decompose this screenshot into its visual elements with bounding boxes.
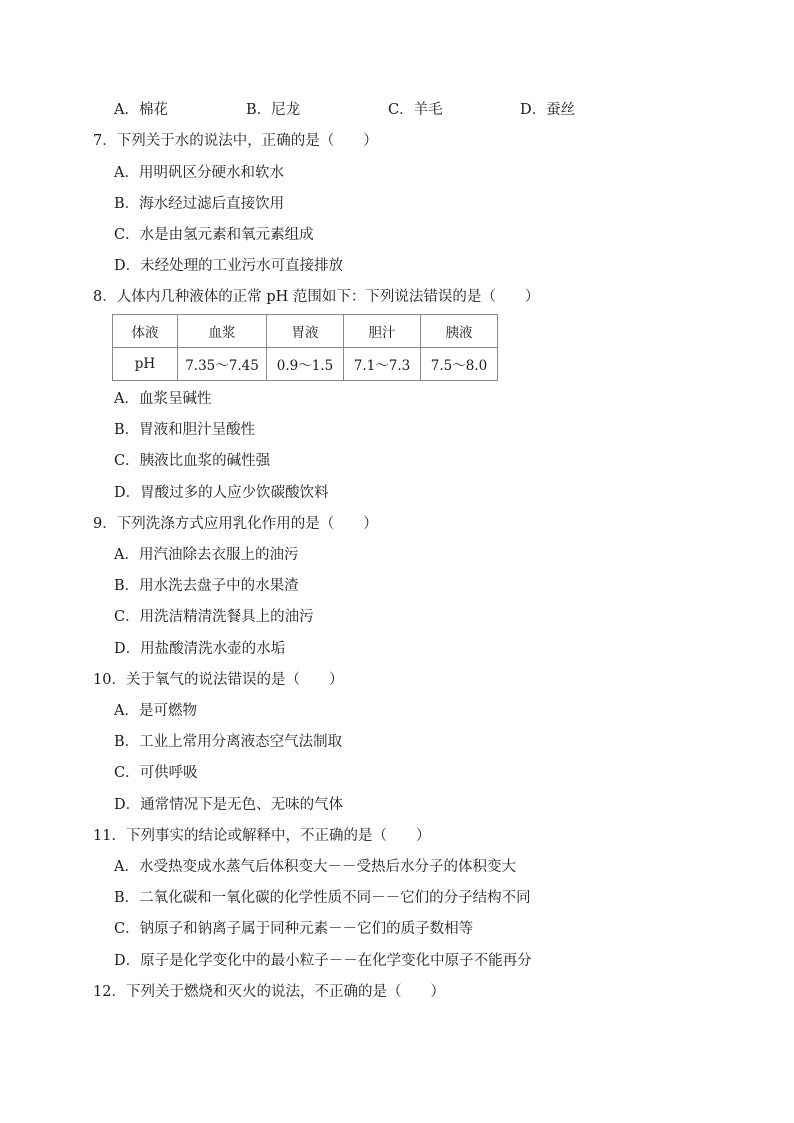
- q7-option-a: A．用明矾区分硬水和软水: [114, 165, 284, 181]
- table-cell: 7.5～8.0: [421, 348, 498, 381]
- q12-stem: 12．下列关于燃烧和灭火的说法，不正确的是（ ）: [93, 984, 445, 1000]
- q6-option-b: B．尼龙: [246, 102, 301, 118]
- table-cell: 胃液: [267, 315, 344, 348]
- q9-option-d: D．用盐酸清洗水壶的水垢: [114, 641, 286, 657]
- q10-option-a: A．是可燃物: [114, 703, 197, 719]
- q11-option-b: B．二氧化碳和一氧化碳的化学性质不同－－它们的分子结构不同: [114, 890, 531, 906]
- q9-option-c: C．用洗洁精清洗餐具上的油污: [114, 609, 314, 625]
- q8-option-a: A．血浆呈碱性: [114, 391, 212, 407]
- table-cell: 胆汁: [344, 315, 421, 348]
- ph-table-header-row: [113, 315, 498, 348]
- table-cell: 胰液: [421, 315, 498, 348]
- q8-option-d: D．胃酸过多的人应少饮碳酸饮料: [114, 485, 329, 501]
- q6-option-d: D．蚕丝: [520, 102, 576, 118]
- q9-option-b: B．用水洗去盘子中的水果渣: [114, 578, 299, 594]
- table-cell: pH: [113, 348, 178, 381]
- q9-stem: 9．下列洗涤方式应用乳化作用的是（ ）: [93, 516, 378, 532]
- q9-option-a: A．用汽油除去衣服上的油污: [114, 547, 299, 563]
- q10-option-c: C．可供呼吸: [114, 765, 198, 781]
- q8-stem: 8．人体内几种液体的正常 pH 范围如下：下列说法错误的是（ ）: [93, 289, 540, 305]
- table-cell: 体液: [113, 315, 178, 348]
- q7-option-b: B．海水经过滤后直接饮用: [114, 196, 285, 212]
- q10-stem: 10．关于氧气的说法错误的是（ ）: [93, 672, 344, 688]
- q11-option-d: D．原子是化学变化中的最小粒子－－在化学变化中原子不能再分: [114, 953, 532, 969]
- q6-option-a: A．棉花: [114, 102, 168, 118]
- q7-option-c: C．水是由氢元素和氧元素组成: [114, 227, 314, 243]
- q8-option-c: C．胰液比血浆的碱性强: [114, 453, 271, 469]
- q7-option-d: D．未经处理的工业污水可直接排放: [114, 258, 344, 274]
- q8-option-b: B．胃液和胆汁呈酸性: [114, 422, 256, 438]
- table-cell: 7.1～7.3: [344, 348, 421, 381]
- table-cell: 血浆: [178, 315, 267, 348]
- q7-stem: 7．下列关于水的说法中，正确的是（ ）: [93, 133, 378, 149]
- q6-option-c: C．羊毛: [388, 102, 443, 118]
- ph-table-value-row: [113, 348, 498, 381]
- q10-option-d: D．通常情况下是无色、无味的气体: [114, 797, 344, 813]
- q11-stem: 11．下列事实的结论或解释中，不正确的是（ ）: [93, 828, 431, 844]
- q11-option-c: C．钠原子和钠离子属于同种元素－－它们的质子数相等: [114, 921, 474, 937]
- q10-option-b: B．工业上常用分离液态空气法制取: [114, 734, 343, 750]
- table-cell: 0.9～1.5: [267, 348, 344, 381]
- table-cell: 7.35～7.45: [178, 348, 267, 381]
- q11-option-a: A．水受热变成水蒸气后体积变大－－受热后水分子的体积变大: [114, 859, 516, 875]
- ph-table: [112, 314, 498, 381]
